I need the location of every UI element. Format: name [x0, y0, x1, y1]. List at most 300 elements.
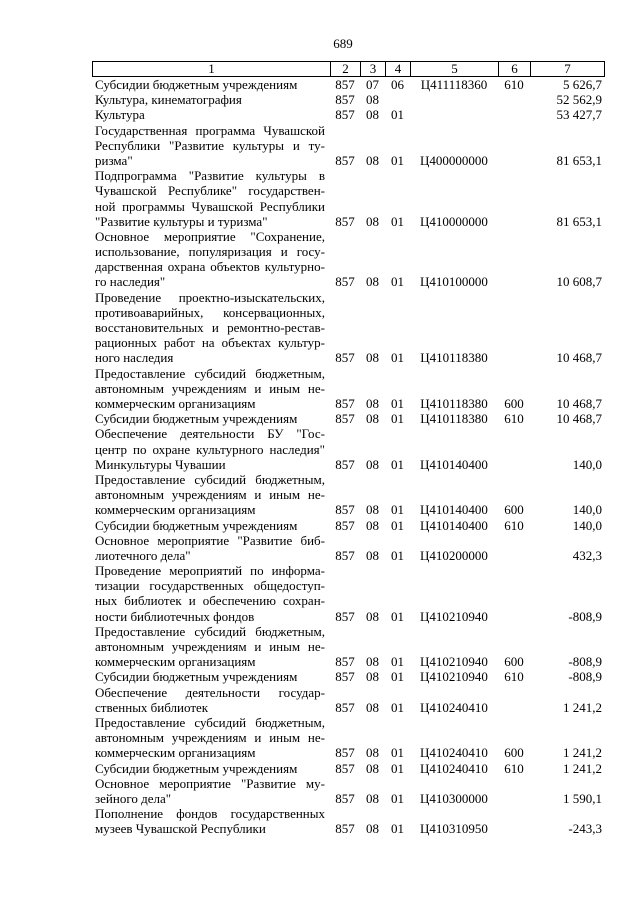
header-col-subsection: 4: [385, 62, 410, 76]
word: по: [133, 441, 147, 457]
word: центр: [95, 441, 128, 457]
row-name: [92, 107, 330, 122]
ministry-code: 857: [335, 517, 355, 533]
section-code: 08: [366, 547, 379, 563]
word: охрана: [167, 259, 206, 275]
row-name-line: [95, 199, 325, 214]
table-row: [92, 168, 605, 229]
section-code: 08: [366, 745, 379, 761]
expense-type-code: 610: [504, 411, 524, 427]
row-name-line: [95, 715, 325, 730]
word: субсидий: [194, 471, 247, 487]
amount: 53 427,7: [556, 107, 602, 123]
section-code: 08: [366, 608, 379, 624]
row-name-line: [95, 487, 325, 502]
row-name-line: [95, 168, 325, 183]
ministry-code: 857: [335, 699, 355, 715]
word: иным: [269, 487, 301, 503]
row-name-line: [95, 305, 325, 320]
word: "Развитие: [240, 775, 296, 791]
ministry-code: 857: [335, 790, 355, 806]
word: ту-: [308, 137, 325, 153]
word: иным: [269, 639, 301, 655]
word: государственных: [230, 806, 325, 822]
subsection-code: 01: [391, 669, 404, 685]
row-name: [92, 92, 330, 107]
word: государствен-: [248, 183, 325, 199]
budget-table: [92, 61, 605, 836]
target-article-code: Ц410118380: [420, 350, 488, 366]
ministry-code: 857: [335, 547, 355, 563]
word: рационных: [95, 335, 157, 351]
ministry-code: 857: [335, 77, 355, 92]
row-name-line: [95, 290, 325, 305]
table-row: [92, 563, 605, 624]
word: культуры: [232, 137, 285, 153]
subsection-code: 01: [391, 699, 404, 715]
table-row: [92, 77, 605, 92]
target-article-code: Ц410310950: [420, 821, 488, 837]
word: наследия": [269, 441, 325, 457]
target-article-code: Ц410118380: [420, 411, 488, 427]
word: деятельности: [185, 684, 261, 700]
row-name-line: [95, 123, 325, 138]
row-name-line: [95, 138, 325, 153]
table-row: [92, 366, 605, 412]
row-name-line: [95, 442, 325, 457]
word: сохран-: [282, 593, 325, 609]
row-name-line: [95, 563, 325, 578]
table-row: [92, 685, 605, 715]
word: библиотек: [124, 593, 182, 609]
word: Подпрограмма: [95, 168, 177, 184]
amount: 140,0: [572, 502, 602, 518]
amount: 140,0: [572, 456, 602, 472]
subsection-code: 01: [391, 517, 404, 533]
word: ремонтно-рестав-: [227, 320, 325, 336]
word: программы: [122, 198, 185, 214]
section-code: 07: [366, 77, 379, 92]
word: автономным: [95, 380, 164, 396]
target-article-code: Ц410210940: [420, 608, 488, 624]
amount: 140,0: [572, 517, 602, 533]
word: Чувашской: [191, 198, 254, 214]
word: ной: [95, 198, 116, 214]
table-row: [92, 624, 605, 670]
word: автономным: [95, 639, 164, 655]
expense-type-code: 600: [504, 395, 524, 411]
section-code: 08: [366, 790, 379, 806]
target-article-code: Ц410210940: [420, 669, 488, 685]
word: и: [254, 380, 262, 396]
row-name-line: [95, 533, 325, 548]
target-article-code: Ц411118360: [420, 77, 488, 92]
expense-type-code: 610: [504, 77, 524, 92]
word: не-: [307, 639, 325, 655]
row-name-line: ности библиотечных фондов: [95, 608, 255, 624]
section-code: 08: [366, 502, 379, 518]
row-name-line: [95, 229, 325, 244]
target-article-code: Ц410140400: [420, 517, 488, 533]
amount: -808,9: [568, 669, 602, 685]
word: и: [280, 244, 288, 260]
row-name-line: "Развитие культуры и туризма": [95, 213, 268, 229]
table-row: [92, 715, 605, 761]
table-row: [92, 669, 605, 684]
section-code: 08: [366, 669, 379, 685]
subsection-code: 01: [391, 760, 404, 776]
word: тизации: [95, 578, 140, 594]
target-article-code: Ц410000000: [420, 213, 488, 229]
ministry-code: 857: [335, 502, 355, 518]
row-name-line: [95, 244, 325, 259]
row-name-line: ственных библиотек: [95, 699, 209, 715]
row-name-line: коммерческим организациям: [95, 654, 256, 670]
row-name: [92, 426, 330, 472]
subsection-code: 01: [391, 411, 404, 427]
table-row: [92, 533, 605, 563]
amount: 1 590,1: [563, 790, 602, 806]
row-name-line: [95, 578, 325, 593]
row-name-line: [95, 806, 325, 821]
subsection-code: 01: [391, 274, 404, 290]
subsection-code: 01: [391, 350, 404, 366]
word: Республики: [259, 198, 325, 214]
row-name-line: [95, 776, 325, 791]
word: и: [292, 137, 300, 153]
word: не-: [307, 487, 325, 503]
row-name-line: Культура: [95, 107, 145, 123]
amount: 5 626,7: [563, 77, 602, 92]
word: не-: [307, 380, 325, 396]
amount: 81 653,1: [556, 213, 602, 229]
word: консервационных,: [223, 304, 325, 320]
row-name-line: [95, 183, 325, 198]
word: бюджетным,: [255, 623, 325, 639]
subsection-code: 01: [391, 821, 404, 837]
target-article-code: Ц410210940: [420, 654, 488, 670]
word: и: [188, 593, 196, 609]
word: культуры: [255, 168, 307, 184]
word: Основное: [95, 532, 150, 548]
word: Предоставление: [95, 623, 186, 639]
header-col-section: 3: [360, 62, 385, 76]
word: и: [254, 730, 262, 746]
row-name-line: Минкультуры Чувашии: [95, 456, 226, 472]
target-article-code: Ц410140400: [420, 502, 488, 518]
row-name-line: [95, 639, 325, 654]
table-row: [92, 776, 605, 806]
word: Проведение: [95, 563, 162, 579]
word: субсидий: [194, 714, 247, 730]
word: общедоступ-: [253, 578, 325, 594]
row-name: [92, 472, 330, 518]
ministry-code: 857: [335, 152, 355, 168]
ministry-code: 857: [335, 608, 355, 624]
ministry-code: 857: [335, 213, 355, 229]
row-name-line: [95, 381, 325, 396]
row-name: [92, 123, 330, 169]
word: и: [211, 320, 219, 336]
word: Проведение: [95, 289, 162, 305]
subsection-code: 06: [391, 77, 404, 92]
amount: 52 562,9: [556, 92, 602, 108]
header-col-name: 1: [92, 62, 330, 76]
word: "Развитие: [237, 532, 293, 548]
word: популяризация: [188, 244, 272, 260]
row-name-line: го наследия": [95, 274, 166, 290]
header-col-amount: 7: [530, 62, 605, 76]
table-row: [92, 761, 605, 776]
word: мероприятие: [159, 775, 231, 791]
section-code: 08: [366, 654, 379, 670]
section-code: 08: [366, 411, 379, 427]
table-row: [92, 290, 605, 366]
amount: -808,9: [568, 654, 602, 670]
word: использование,: [95, 244, 180, 260]
section-code: 08: [366, 395, 379, 411]
word: по: [250, 563, 264, 579]
word: биб-: [300, 532, 325, 548]
ministry-code: 857: [335, 395, 355, 411]
word: Предоставление: [95, 714, 186, 730]
amount: 10 468,7: [556, 411, 602, 427]
row-name: [92, 563, 330, 624]
table-row: [92, 806, 605, 836]
word: госу-: [296, 244, 325, 260]
table-row: [92, 411, 605, 426]
section-code: 08: [366, 517, 379, 533]
table-row: [92, 123, 605, 169]
page-number: 689: [333, 36, 353, 51]
subsection-code: 01: [391, 213, 404, 229]
word: культур-: [278, 335, 325, 351]
subsection-code: 01: [391, 456, 404, 472]
word: иным: [269, 380, 301, 396]
word: противоаварийных,: [95, 304, 204, 320]
word: автономным: [95, 487, 164, 503]
expense-type-code: 600: [504, 502, 524, 518]
row-name-line: коммерческим организациям: [95, 502, 256, 518]
row-name: [92, 624, 330, 670]
row-name: [92, 77, 330, 92]
amount: 10 608,7: [556, 274, 602, 290]
ministry-code: 857: [335, 456, 355, 472]
header-col-target-article: 5: [410, 62, 498, 76]
subsection-code: 01: [391, 745, 404, 761]
row-name: [92, 761, 330, 776]
word: мероприятие: [157, 532, 230, 548]
row-name-line: [95, 472, 325, 487]
target-article-code: Ц410100000: [420, 274, 488, 290]
word: не-: [307, 730, 325, 746]
word: деятельности: [179, 426, 255, 442]
ministry-code: 857: [335, 274, 355, 290]
amount: 1 241,2: [563, 699, 602, 715]
expense-type-code: 600: [504, 654, 524, 670]
expense-type-code: 610: [504, 760, 524, 776]
ministry-code: 857: [335, 350, 355, 366]
word: Чувашской: [263, 122, 325, 138]
subsection-code: 01: [391, 608, 404, 624]
table-row: [92, 472, 605, 518]
word: Основное: [95, 775, 150, 791]
section-code: 08: [366, 821, 379, 837]
target-article-code: Ц410118380: [420, 395, 488, 411]
amount: -243,3: [568, 821, 602, 837]
ministry-code: 857: [335, 92, 355, 108]
word: учреждениям: [171, 380, 247, 396]
amount: -808,9: [568, 608, 602, 624]
word: проектно-изыскательских,: [178, 289, 325, 305]
row-name-line: Субсидии бюджетным учреждениям: [95, 77, 298, 93]
row-name-line: [95, 593, 325, 608]
row-name-line: [95, 685, 325, 700]
word: культурно-: [264, 259, 325, 275]
word: учреждениям: [171, 730, 247, 746]
header-col-expense-type: 6: [498, 62, 530, 76]
amount: 10 468,7: [556, 395, 602, 411]
row-name: [92, 715, 330, 761]
expense-type-code: 610: [504, 517, 524, 533]
section-code: 08: [366, 92, 379, 108]
row-name-line: ного наследия: [95, 350, 174, 366]
row-name-line: Субсидии бюджетным учреждениям: [95, 760, 298, 776]
row-name-line: зейного дела": [95, 790, 172, 806]
word: Республики: [95, 137, 161, 153]
row-name-line: Культура, кинематография: [95, 92, 242, 108]
expense-type-code: 600: [504, 745, 524, 761]
row-name: [92, 366, 330, 412]
word: Пополнение: [95, 806, 164, 822]
word: Государственная: [95, 122, 188, 138]
row-name-line: лиотечного дела": [95, 547, 191, 563]
header-col-ministry: 2: [330, 62, 360, 76]
target-article-code: Ц410200000: [420, 547, 488, 563]
row-name-line: Субсидии бюджетным учреждениям: [95, 411, 298, 427]
amount: 10 468,7: [556, 350, 602, 366]
row-name-line: [95, 730, 325, 745]
word: государственных: [149, 578, 244, 594]
row-name: [92, 518, 330, 533]
ministry-code: 857: [335, 107, 355, 123]
word: Обеспечение: [95, 684, 168, 700]
row-name: [92, 806, 330, 836]
table-row: [92, 518, 605, 533]
row-name: [92, 669, 330, 684]
subsection-code: 01: [391, 547, 404, 563]
subsection-code: 01: [391, 790, 404, 806]
word: государ-: [278, 684, 325, 700]
word: Обеспечение: [95, 426, 168, 442]
row-name-line: [95, 320, 325, 335]
subsection-code: 01: [391, 502, 404, 518]
section-code: 08: [366, 107, 379, 123]
table-row: [92, 229, 605, 290]
word: субсидий: [194, 365, 247, 381]
word: "Гос-: [296, 426, 325, 442]
word: автономным: [95, 730, 164, 746]
word: мероприятие: [163, 228, 236, 244]
row-name: [92, 229, 330, 290]
row-name: [92, 411, 330, 426]
word: и: [254, 639, 262, 655]
row-name-line: [95, 426, 325, 441]
word: Основное: [95, 228, 150, 244]
row-name-line: Субсидии бюджетным учреждениям: [95, 669, 298, 685]
ministry-code: 857: [335, 821, 355, 837]
word: "Развитие: [169, 137, 224, 153]
row-name-line: [95, 366, 325, 381]
word: дарственная: [95, 259, 163, 275]
amount: 1 241,2: [563, 760, 602, 776]
section-code: 08: [366, 274, 379, 290]
target-article-code: Ц400000000: [420, 152, 488, 168]
ministry-code: 857: [335, 760, 355, 776]
word: Предоставление: [95, 471, 186, 487]
row-name-line: коммерческим организациям: [95, 745, 256, 761]
word: учреждениям: [171, 487, 247, 503]
word: бюджетным,: [255, 714, 325, 730]
ministry-code: 857: [335, 669, 355, 685]
section-code: 08: [366, 456, 379, 472]
table-row: [92, 92, 605, 107]
subsection-code: 01: [391, 152, 404, 168]
row-name: [92, 776, 330, 806]
row-name-line: Субсидии бюджетным учреждениям: [95, 517, 298, 533]
row-name-line: [95, 624, 325, 639]
word: в: [318, 168, 325, 184]
section-code: 08: [366, 152, 379, 168]
subsection-code: 01: [391, 107, 404, 123]
ministry-code: 857: [335, 654, 355, 670]
word: БУ: [267, 426, 284, 442]
row-name: [92, 290, 330, 366]
word: Республике": [168, 183, 238, 199]
subsection-code: 01: [391, 395, 404, 411]
word: "Развитие: [188, 168, 244, 184]
word: му-: [305, 775, 325, 791]
table-header-row: [92, 61, 605, 77]
word: на: [201, 335, 215, 351]
target-article-code: Ц410240410: [420, 699, 488, 715]
row-name-line: коммерческим организациям: [95, 395, 256, 411]
ministry-code: 857: [335, 411, 355, 427]
word: Чувашской: [95, 183, 157, 199]
section-code: 08: [366, 213, 379, 229]
row-name-line: ризма": [95, 152, 133, 168]
word: культурного: [196, 441, 264, 457]
expense-type-code: 610: [504, 669, 524, 685]
word: программа: [195, 122, 256, 138]
table-row: [92, 107, 605, 122]
word: объектах: [221, 335, 272, 351]
word: охране: [152, 441, 191, 457]
word: восстановительных: [95, 320, 204, 336]
row-name-line: [95, 259, 325, 274]
row-name-line: музеев Чувашской Республики: [95, 821, 266, 837]
row-name-line: [95, 335, 325, 350]
amount: 81 653,1: [556, 152, 602, 168]
word: учреждениям: [171, 639, 247, 655]
subsection-code: 01: [391, 654, 404, 670]
word: Предоставление: [95, 365, 186, 381]
target-article-code: Ц410140400: [420, 456, 488, 472]
amount: 1 241,2: [563, 745, 602, 761]
section-code: 08: [366, 699, 379, 715]
word: "Сохранение,: [250, 228, 325, 244]
word: работ: [163, 335, 195, 351]
